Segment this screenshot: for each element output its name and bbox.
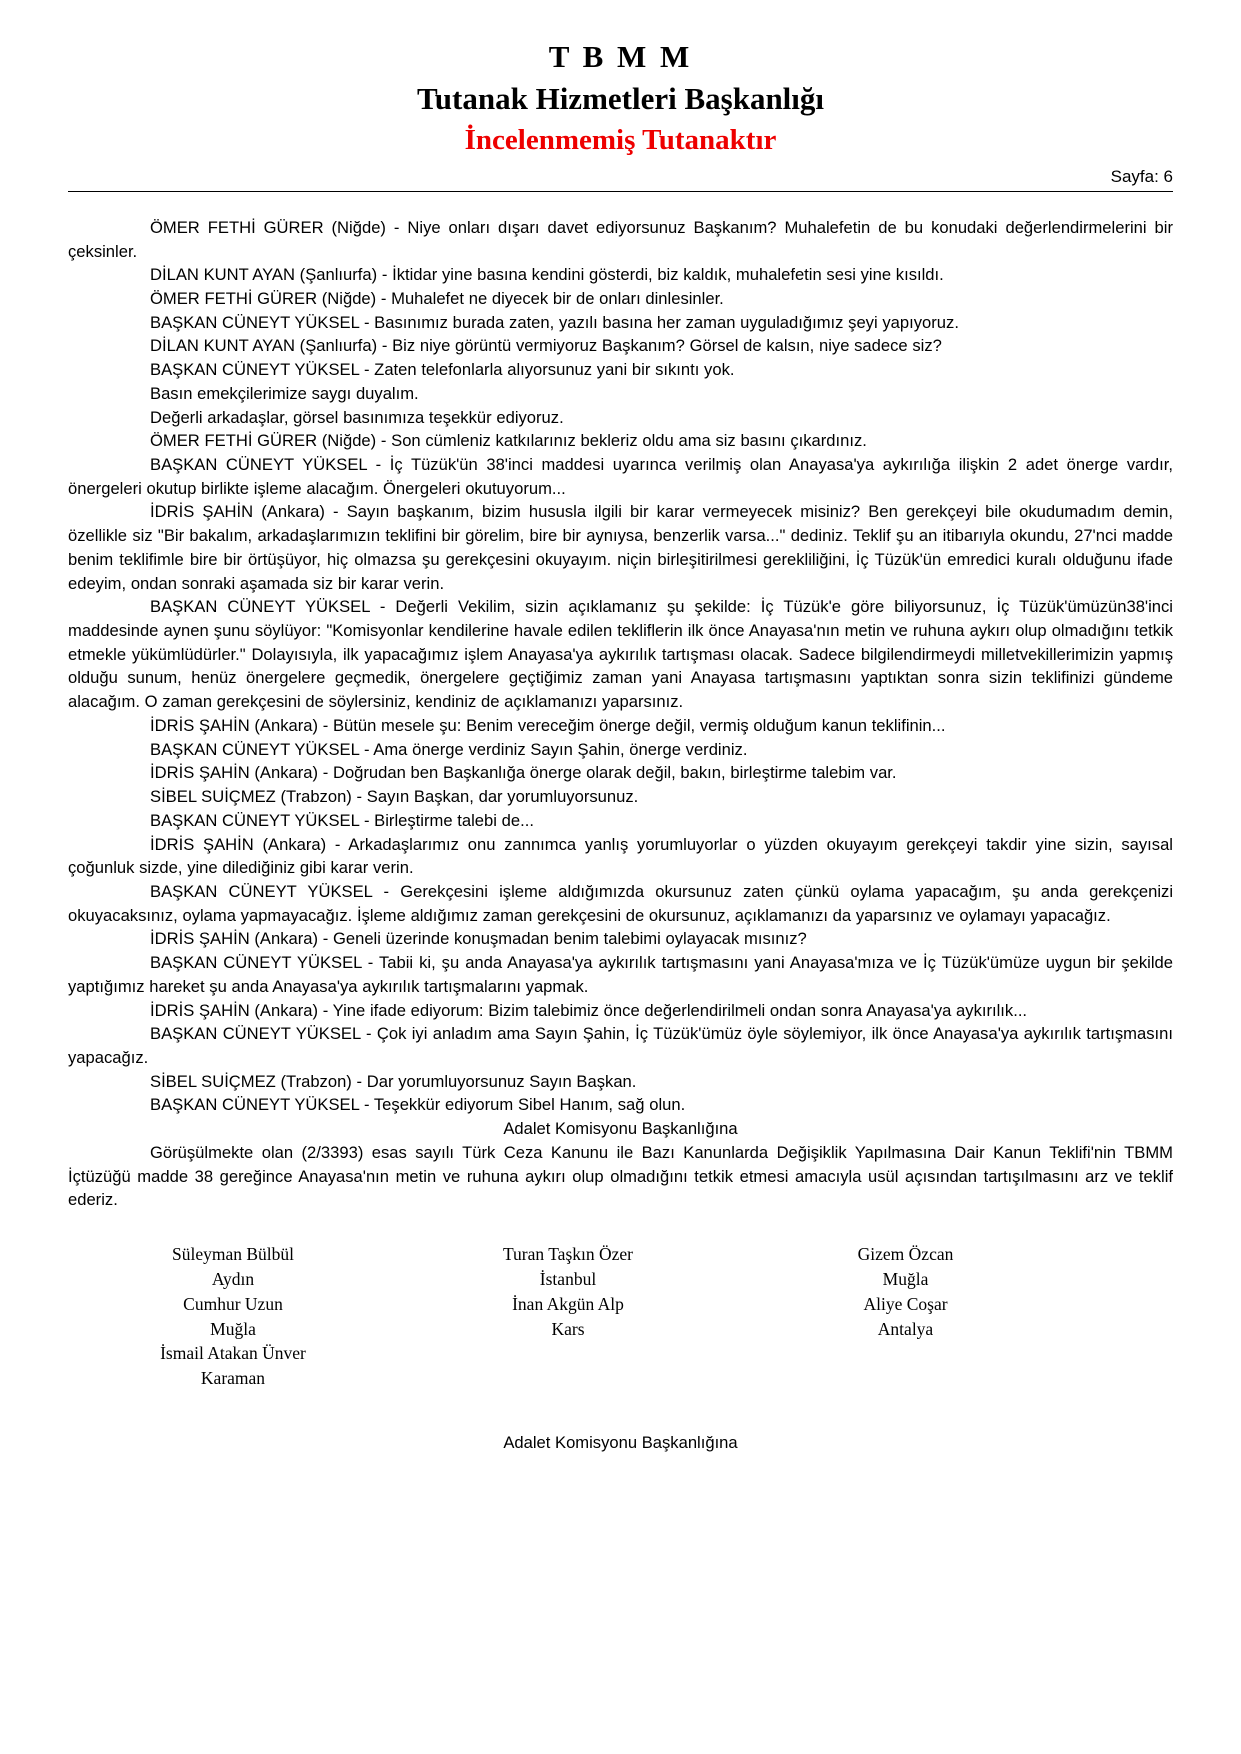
signatory-name: Gizem Özcan [857,1244,954,1265]
transcript-paragraph: İDRİS ŞAHİN (Ankara) - Sayın başkanım, bizim hususla ilgili bir karar vermeyecek misiniz? Ben gerekçeyi bile okudumadım demin, özellikle siz "Bir bakalım, arkadaşlarımızın teklifini bir görelim, bire bir aynıysa, benzerlik varsa..." dediniz. Teklif şu an itibarıyla okundu, 27'nci madde benim teklifimle bire bir örtüşüyor, hiç olmazsa şu gerekçesini okuyayım. niçin birleşitirilmesi gerekliliğini, İç Tüzük'ün emredici kuralı olduğunu ifade edeyim, ondan sonraki aşamada siz bir karar verin. [68,502,1173,593]
signature-column-2 [398,1242,738,1391]
motion-text: Görüşülmekte olan (2/3393) esas sayılı Türk Ceza Kanunu ile Bazı Kanunlarda Değişiklik Yapılmasına Dair Kanun Teklifi'nin TBMM İçtüzüğü madde 38 gereğince Anayasa'nın metin ve ruhuna aykırı olup olmadığını tetkik etmesi amacıyla usül açısından tartışılmasını arz ve teklif ederiz. [68,1142,1173,1210]
signatory-name: Aliye Coşar [863,1293,948,1314]
signatory-province: Antalya [877,1318,934,1339]
signature-column-1 [68,1242,398,1391]
transcript-paragraph: İDRİS ŞAHİN (Ankara) - Doğrudan ben Başkanlığa önerge olarak değil, bakın, birleştirme talebim var. [150,763,897,783]
signature-column-3 [738,1242,1073,1391]
motion-addressee-heading: Adalet Komisyonu Başkanlığına [503,1119,738,1139]
status-notice: İncelenmemiş Tutanaktır [464,123,777,156]
signatory-province: Kars [551,1318,585,1339]
transcript-paragraph: BAŞKAN CÜNEYT YÜKSEL - Tabii ki, şu anda Anayasa'ya aykırılık tartışmasını yani Anayasa'mıza ve İç Tüzük'ümüze uygun bir şekilde yaptığımız hareket şu anda Anayasa'ya aykırılık tartışmalarını yapmak. [68,953,1173,996]
transcript-body [0,192,1241,1212]
signatory-province: Karaman [200,1368,266,1389]
department-title: Tutanak Hizmetleri Başkanlığı [416,81,825,117]
signatory-province: Muğla [882,1268,929,1289]
document-header [0,0,1241,159]
signatory-name: Turan Taşkın Özer [502,1244,633,1265]
transcript-paragraph: ÖMER FETHİ GÜRER (Niğde) - Niye onları dışarı davet ediyorsunuz Başkanım? Muhalefetin de bu konudaki değerlendirmelerini bir çeksinler. [68,217,1173,261]
transcript-paragraph: BAŞKAN CÜNEYT YÜKSEL - Değerli Vekilim, sizin açıklamanız şu şekilde: İç Tüzük'e göre biliyorsunuz, İç Tüzük'ümüzün38'inci maddesinde aynen şunu söylüyor: "Komisyonlar kendilerine havale edilen tekliflerin ilk önce Anayasa'nın metin ve ruhuna aykırı olup olmadığını tetkik etmekle yükümlüdürler." Dolayısıyla, ilk yapacağımız işlem Anayasa'ya aykırılık tartışması olacak. Sadece bilgilendirmeydi milletvekillerimizin yapmış olduğu sunum, henüz önergelere geçmedik, önergelere geçtiğimiz zaman yani Anayasa tartışmasını yaptıktan sonra sizin teklifinizi gündeme alacağım. O zaman gerekçesini de söylersiniz, kendiniz de açıklamanızı yaparsınız. [68,597,1173,712]
transcript-paragraph: DİLAN KUNT AYAN (Şanlıurfa) - İktidar yine basına kendini gösterdi, biz kaldık, muhalefetin sesi yine kısıldı. [150,265,944,285]
transcript-paragraph: BAŞKAN CÜNEYT YÜKSEL - Gerekçesini işleme aldığımızda okursunuz zaten çünkü oylama yapacağım, şu anda gerekçenizi okuyacaksınız, oylama yapmayacağız. İşleme aldığımız zaman gerekçesini de okursunuz, açıklamanızı da yaparsınız ve oylamayı yapacağız. [68,881,1173,925]
transcript-paragraph: DİLAN KUNT AYAN (Şanlıurfa) - Biz niye görüntü vermiyoruz Başkanım? Görsel de kalsın, niye sadece siz? [150,336,942,356]
transcript-paragraph: ÖMER FETHİ GÜRER (Niğde) - Muhalefet ne diyecek bir de onları dinlesinler. [150,288,724,308]
signatory-province: Muğla [210,1318,256,1339]
transcript-paragraph: BAŞKAN CÜNEYT YÜKSEL - Çok iyi anladım ama Sayın Şahin, İç Tüzük'ümüz öyle söylemiyor, ilk önce Anayasa'ya aykırılık tartışmasını yapacağız. [68,1024,1173,1067]
organization-abbreviation: T B M M [548,39,693,74]
transcript-paragraph: BAŞKAN CÜNEYT YÜKSEL - İç Tüzük'ün 38'inci maddesi uyarınca verilmiş olan Anayasa'ya aykırılığa ilişkin 2 adet önerge vardır, önergeleri okutup birlikte işleme alacağım. Önergeleri okutuyorum... [68,455,1173,498]
transcript-paragraph: İDRİS ŞAHİN (Ankara) - Yine ifade ediyorum: Bizim talebimiz önce değerlendirilmeli ondan sonra Anayasa'ya aykırılık... [150,1000,1028,1020]
transcript-paragraph: İDRİS ŞAHİN (Ankara) - Arkadaşlarımız onu zannımca yanlış yorumluyorlar o yüzden okuyayım gerekçeyi takdir yine sizin, sayısal çoğunluk sizde, yine dilediğiniz gibi karar verin. [68,834,1173,878]
transcript-paragraph: İDRİS ŞAHİN (Ankara) - Bütün mesele şu: Benim vereceğim önerge değil, vermiş olduğum kanun teklifinin... [150,715,946,735]
transcript-paragraph: BAŞKAN CÜNEYT YÜKSEL - Birleştirme talebi de... [150,810,534,830]
transcript-paragraph: Basın emekçilerimize saygı duyalım. [150,383,419,403]
footer-addressee: Adalet Komisyonu Başkanlığına [503,1433,738,1453]
transcript-paragraph: BAŞKAN CÜNEYT YÜKSEL - Ama önerge verdiniz Sayın Şahin, önerge verdiniz. [150,739,748,759]
transcript-paragraph: BAŞKAN CÜNEYT YÜKSEL - Basınımız burada zaten, yazılı basına her zaman uyguladığımız şeyi yapıyoruz. [150,312,959,332]
signatory-name: Cumhur Uzun [183,1293,283,1314]
signatory-province: Aydın [211,1268,255,1289]
signatory-name: İsmail Atakan Ünver [160,1343,306,1364]
transcript-paragraph: BAŞKAN CÜNEYT YÜKSEL - Zaten telefonlarla alıyorsunuz yani bir sıkıntı yok. [150,360,735,380]
signature-block [68,1242,1173,1391]
transcript-paragraph: SİBEL SUİÇMEZ (Trabzon) - Dar yorumluyorsunuz Sayın Başkan. [150,1071,637,1091]
transcript-paragraph: BAŞKAN CÜNEYT YÜKSEL - Teşekkür ediyorum Sibel Hanım, sağ olun. [150,1095,686,1115]
signatory-name: Süleyman Bülbül [171,1244,294,1265]
signatory-name: İnan Akgün Alp [512,1293,624,1314]
transcript-paragraph: Değerli arkadaşlar, görsel basınımıza teşekkür ediyoruz. [150,407,564,427]
transcript-paragraph: İDRİS ŞAHİN (Ankara) - Geneli üzerinde konuşmadan benim talebimi oylayacak mısınız? [150,929,807,949]
transcript-paragraph: SİBEL SUİÇMEZ (Trabzon) - Sayın Başkan, dar yorumluyorsunuz. [150,787,639,807]
signatory-province: İstanbul [539,1268,597,1289]
page-number-row [0,167,1241,187]
transcript-paragraph: ÖMER FETHİ GÜRER (Niğde) - Son cümleniz katkılarınız bekleriz oldu ama siz basını çıkardınız. [150,431,867,451]
page-number-label: Sayfa: 6 [1110,166,1173,186]
